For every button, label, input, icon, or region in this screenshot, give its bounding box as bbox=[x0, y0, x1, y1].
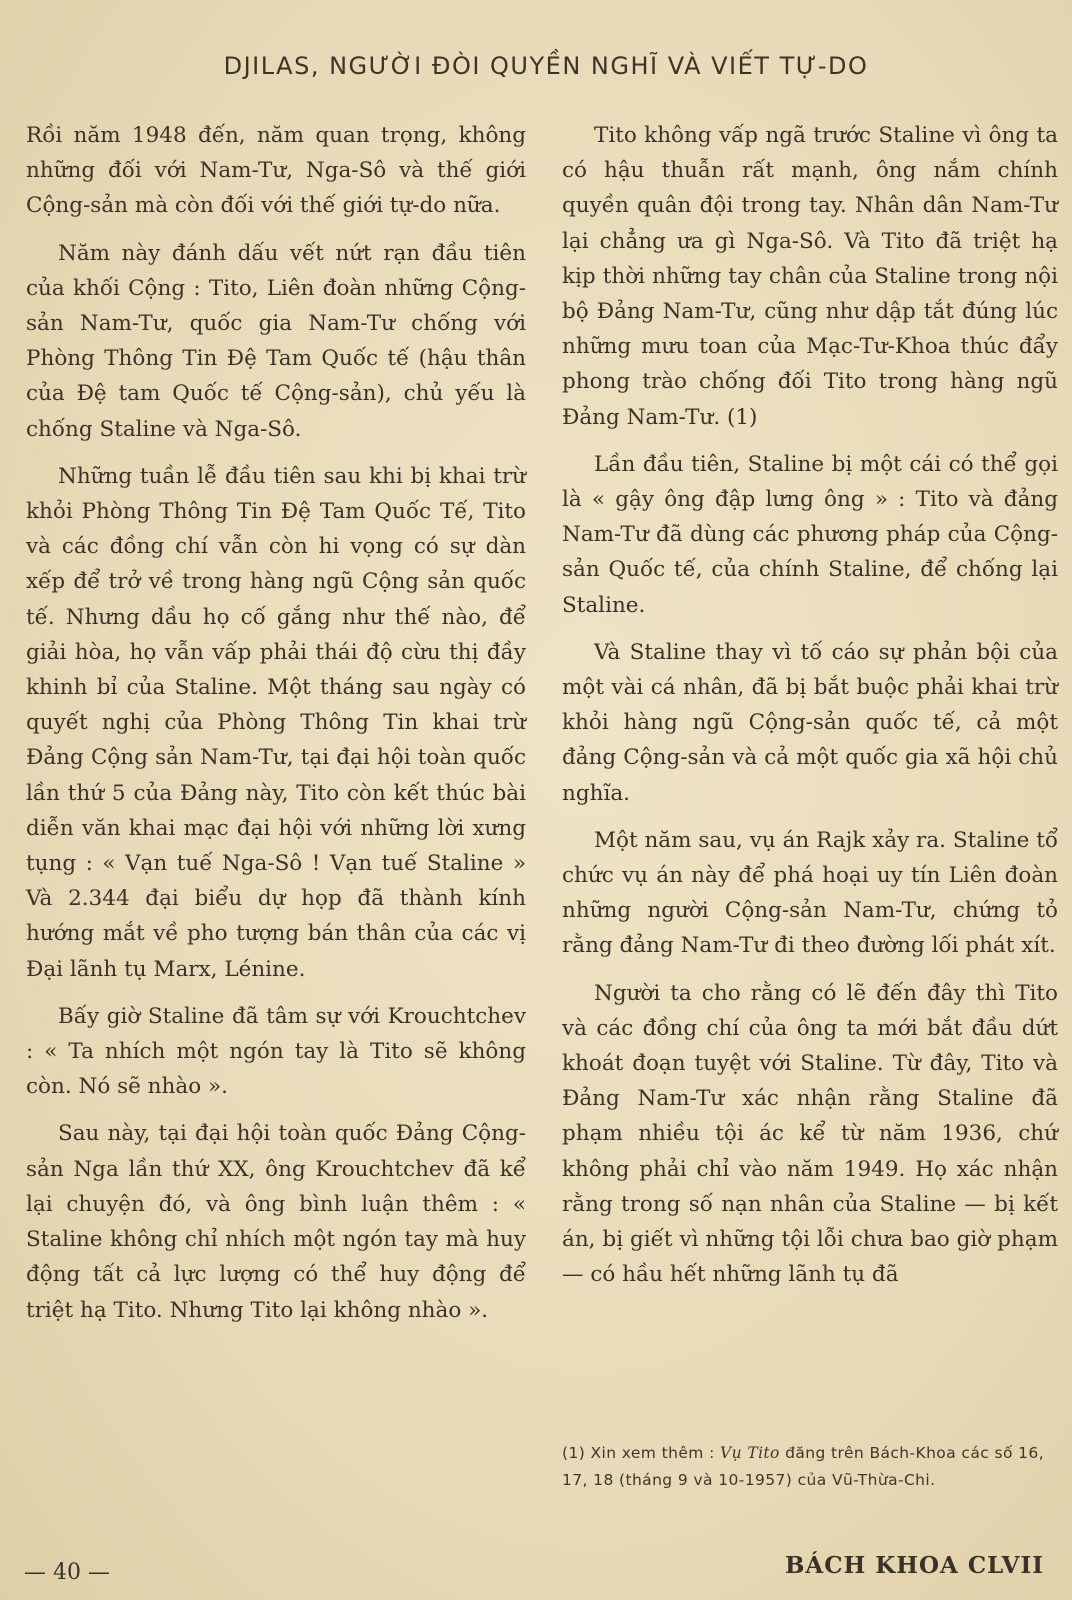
paragraph: Năm này đánh dấu vết nứt rạn đầu tiên của khối Cộng : Tito, Liên đoàn những Cộng-sản Nam-Tư, quốc gia Nam-Tư chống với Phòng Thông Tin Đệ Tam Quốc tế (hậu thân của Đệ tam Quốc tế Cộng-sản), chủ yếu là chống Staline và Nga-Sô. bbox=[26, 240, 526, 442]
journal-name: BÁCH KHOA CLVII bbox=[784, 1552, 1044, 1579]
paragraph: Bấy giờ Staline đã tâm sự với Krouchtchev : « Ta nhích một ngón tay là Tito sẽ không còn. Nó sẽ nhào ». bbox=[26, 1003, 526, 1100]
left-column bbox=[26, 118, 526, 1340]
paragraph: Người ta cho rằng có lẽ đến đây thì Tito và các đồng chí của ông ta mới bắt đầu dứt khoát đoạn tuyệt với Staline. Từ đây, Tito và Đảng Nam-Tư xác nhận rằng Staline đã phạm nhiều tội ác kể từ năm 1936, chứ không phải chỉ vào năm 1949. Họ xác nhận rằng trong số nạn nhân của Staline — bị kết án, bị giết vì những tội lỗi chưa bao giờ phạm — có hầu hết những lãnh tụ đã bbox=[562, 980, 1058, 1288]
paragraph: Tito không vấp ngã trước Staline vì ông ta có hậu thuẫn rất mạnh, ông nắm chính quyền quân đội trong tay. Nhân dân Nam-Tư lại chẳng ưa gì Nga-Sô. Và Tito đã triệt hạ kịp thời những tay chân của Staline trong nội bộ Đảng Nam-Tư, cũng như dập tắt đúng lúc những mưu toan của Mạc-Tư-Khoa thúc đẩy phong trào chống đối Tito trong hàng ngũ Đảng Nam-Tư. (1) bbox=[562, 123, 1058, 430]
footnote-prefix: (1) Xin xem thêm : bbox=[562, 1444, 721, 1462]
paragraph: Rồi năm 1948 đến, năm quan trọng, không những đối với Nam-Tư, Nga-Sô và thế giới Cộng-sản mà còn đối với thế giới tự-do nữa. bbox=[26, 123, 526, 219]
right-column bbox=[562, 118, 1058, 1305]
paragraph: Lần đầu tiên, Staline bị một cái có thể gọi là « gậy ông đập lưng ông » : Tito và đảng Nam-Tư đã dùng các phương pháp của Cộng-sản Quốc tế, của chính Staline, để chống lại Staline. bbox=[562, 451, 1058, 618]
footnote bbox=[562, 1440, 1062, 1494]
paragraph: Một năm sau, vụ án Rajk xảy ra. Staline tổ chức vụ án này để phá hoại uy tín Liên đoàn những người Cộng-sản Nam-Tư, chứng tỏ rằng đảng Nam-Tư đi theo đường lối phát xít. bbox=[562, 827, 1058, 959]
page-number: — 40 — bbox=[24, 1560, 110, 1585]
paragraph: Sau này, tại đại hội toàn quốc Đảng Cộng-sản Nga lần thứ XX, ông Krouchtchev đã kể lại chuyện đó, và ông bình luận thêm : « Staline không chỉ nhích một ngón tay mà huy động tất cả lực lượng có thể huy động để triệt hạ Tito. Nhưng Tito lại không nhào ». bbox=[26, 1121, 526, 1323]
footnote-title: Vụ Tito bbox=[720, 1444, 780, 1462]
paragraph: Những tuần lễ đầu tiên sau khi bị khai trừ khỏi Phòng Thông Tin Đệ Tam Quốc Tế, Tito và các đồng chí vẫn còn hi vọng có sự dàn xếp để trở về trong hàng ngũ Cộng sản quốc tế. Nhưng dầu họ cố gắng như thế nào, để giải hòa, họ vẫn vấp phải thái độ cừu thị đầy khinh bỉ của Staline. Một tháng sau ngày có quyết nghị của Phòng Thông Tin khai trừ Đảng Cộng sản Nam-Tư, tại đại hội toàn quốc lần thứ 5 của Đảng này, Tito còn kết thúc bài diễn văn khai mạc đại hội với những lời xưng tụng : « Vạn tuế Nga-Sô ! Vạn tuế Staline » Và 2.344 đại biểu dự họp đã thành kính hướng mắt về pho tượng bán thân của các vị Đại lãnh tụ Marx, Lénine. bbox=[26, 463, 526, 982]
paragraph: Và Staline thay vì tố cáo sự phản bội của một vài cá nhân, đã bị bắt buộc phải khai trừ khỏi hàng ngũ Cộng-sản quốc tế, cả một đảng Cộng-sản và cả một quốc gia xã hội chủ nghĩa. bbox=[562, 639, 1058, 806]
running-header: DJILAS, NGƯỜI ĐÒI QUYỀN NGHĨ VÀ VIẾT TỰ-DO bbox=[223, 52, 869, 80]
footnote-suffix: đăng trên Bách-Khoa các số 16, 17, 18 (tháng 9 và 10-1957) của Vũ-Thừa-Chi. bbox=[562, 1444, 1045, 1489]
